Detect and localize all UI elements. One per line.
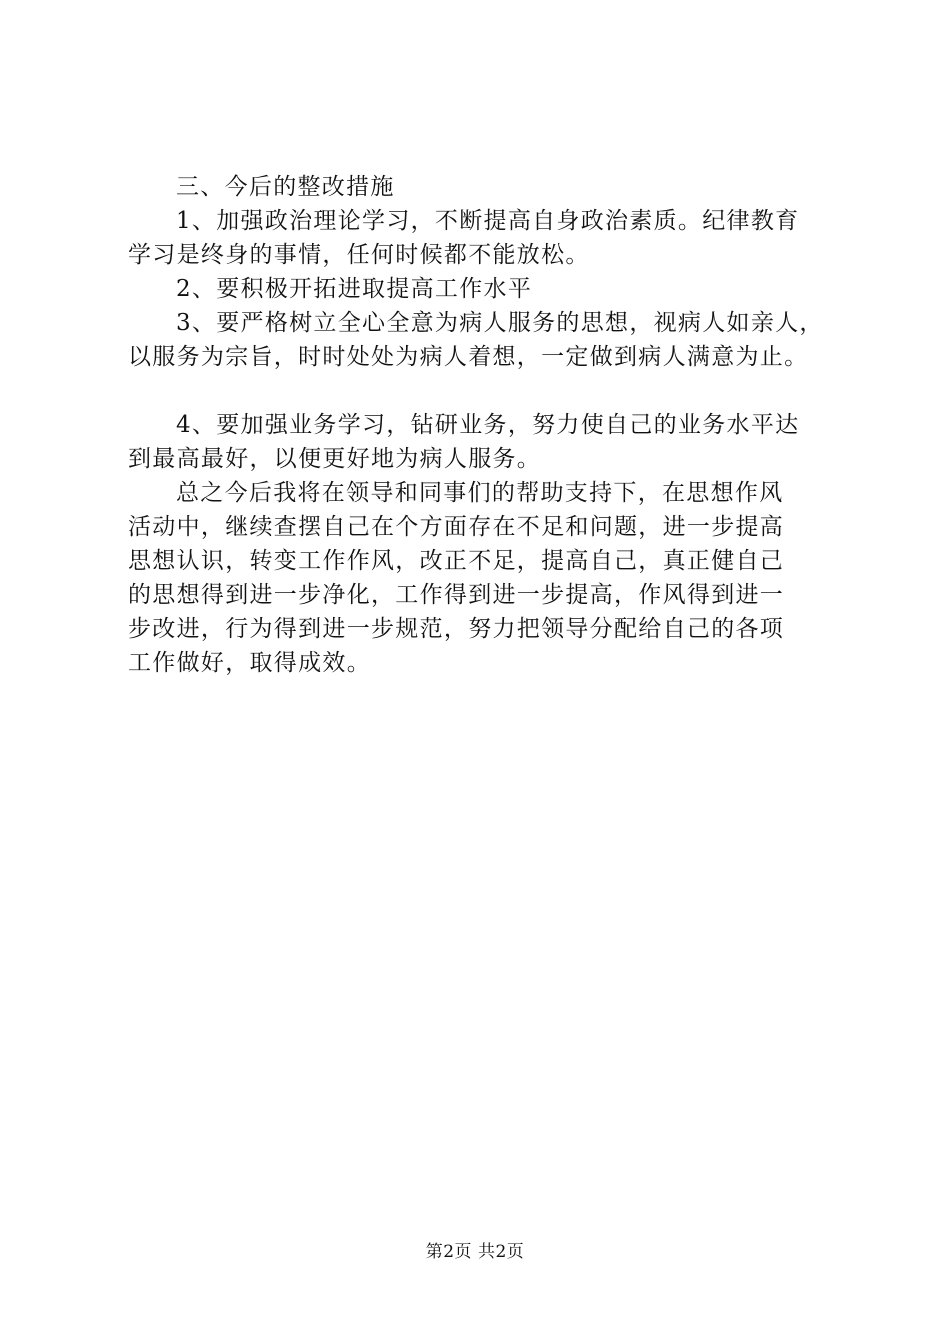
paragraph-line: 3、要严格树立全心全意为病人服务的思想，视病人如亲人， xyxy=(176,310,824,336)
paragraph-line: 工作做好，取得成效。 xyxy=(128,650,371,676)
paragraph-line: 总之今后我将在领导和同事们的帮助支持下，在思想作风 xyxy=(176,480,784,506)
blank-line xyxy=(128,374,848,408)
paragraph-line: 学习是终身的事情，任何时候都不能放松。 xyxy=(128,242,590,268)
paragraph-line: 活动中，继续查摆自己在个方面存在不足和问题，进一步提高 xyxy=(128,514,785,540)
paragraph-line: 思想认识，转变工作作风，改正不足，提高自己，真正健自己 xyxy=(128,548,785,574)
paragraph-line: 2、要积极开拓进取提高工作水平 xyxy=(176,276,533,302)
paragraph-line: 以服务为宗旨，时时处处为病人着想，一定做到病人满意为止。 xyxy=(128,344,809,370)
paragraph-line: 到最高最好，以便更好地为病人服务。 xyxy=(128,446,542,472)
paragraph-line: 的思想得到进一步净化，工作得到进一步提高，作风得到进一 xyxy=(128,582,785,608)
paragraph-line: 4、要加强业务学习，钻研业务，努力使自己的业务水平达 xyxy=(176,412,800,438)
document-body xyxy=(128,170,848,680)
page-number: 第2页 共2页 xyxy=(425,1242,525,1262)
paragraph-line: 步改进，行为得到进一步规范，努力把领导分配给自己的各项 xyxy=(128,616,785,642)
page-footer xyxy=(0,1240,950,1264)
section-heading: 三、今后的整改措施 xyxy=(176,174,395,200)
paragraph-line: 1、加强政治理论学习，不断提高自身政治素质。纪律教育 xyxy=(176,208,800,234)
